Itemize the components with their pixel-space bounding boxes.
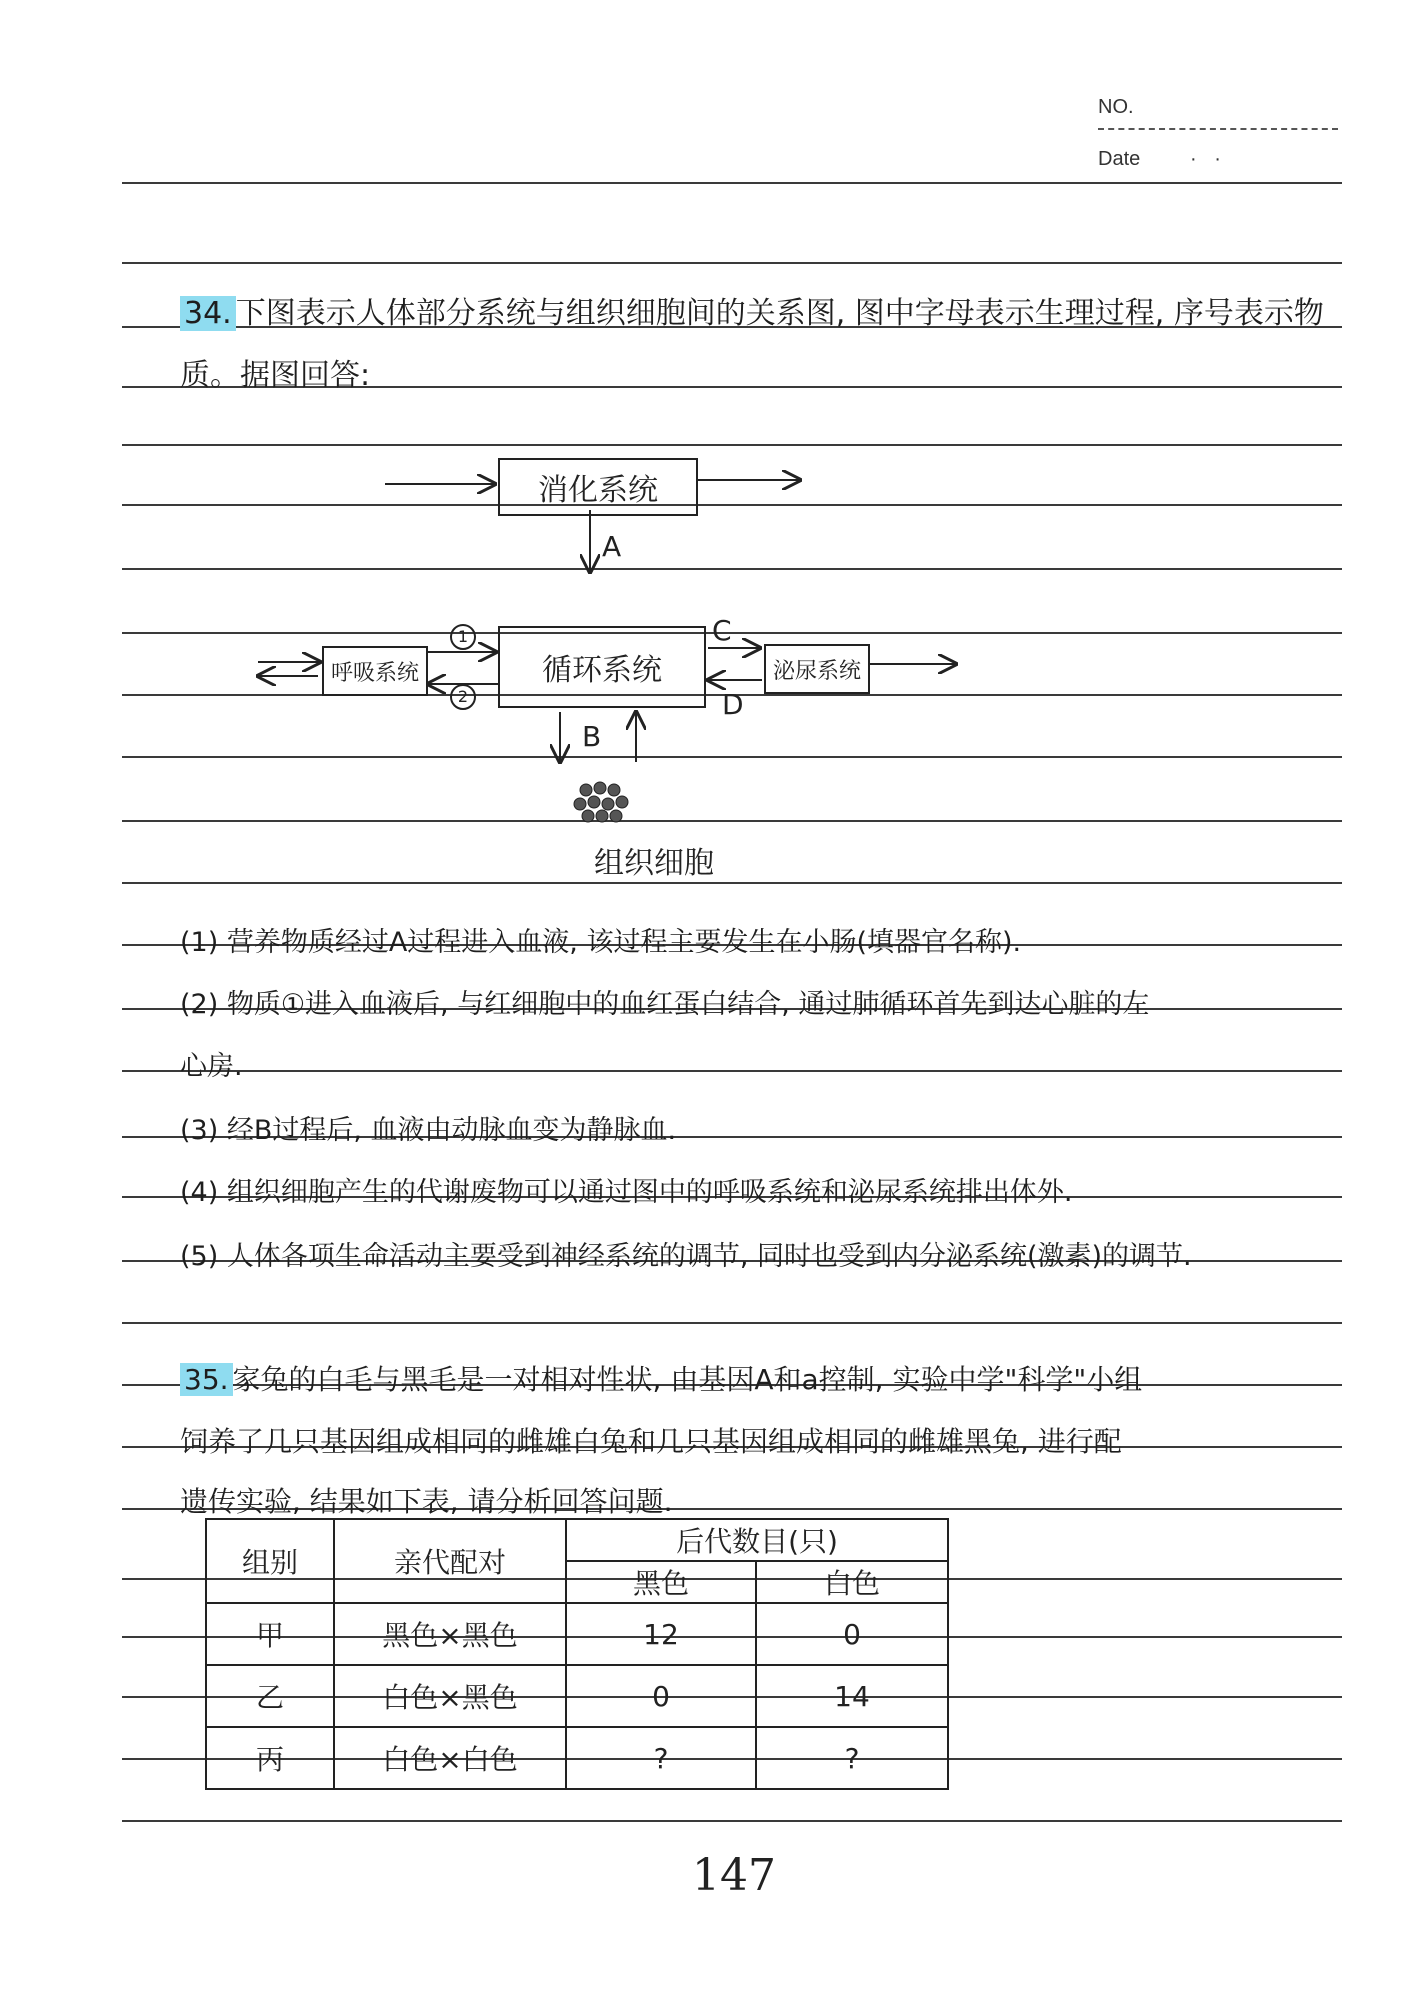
q35-number: 35. [180,1363,233,1396]
q34-answer-4: (4) 组织细胞产生的代谢废物可以通过图中的呼吸系统和泌尿系统排出体外. [180,1177,1073,1208]
urinary-system-box: 泌尿系统 [764,644,870,694]
cell-white: 14 [756,1665,948,1727]
cell-black: 0 [566,1665,756,1727]
q34-text-1: 下图表示人体部分系统与组织细胞间的关系图, 图中字母表示生理过程, 序号表示物 [235,296,1324,331]
breeding-table [205,1518,949,1790]
table-row [206,1603,948,1665]
digestive-system-box: 消化系统 [498,458,698,516]
table-row [206,1727,948,1789]
cell-group: 乙 [206,1665,334,1727]
q35-line2: 饲养了几只基因组成相同的雌雄白兔和几只基因组成相同的雌雄黑兔, 进行配 [180,1425,1122,1458]
label-a: A [602,530,622,563]
label-2: 2 [450,684,476,710]
q34-answer-5: (5) 人体各项生命活动主要受到神经系统的调节, 同时也受到内分泌系统(激素)的调节. [180,1241,1192,1272]
cell-group: 丙 [206,1727,334,1789]
tissue-cells-label: 组织细胞 [594,846,714,881]
header-parents: 亲代配对 [334,1519,566,1603]
header-white: 白色 [756,1561,948,1603]
cell-parents: 白色×黑色 [334,1665,566,1727]
q34-number: 34. [180,296,236,331]
cell-parents: 白色×白色 [334,1727,566,1789]
no-label: NO. [1098,96,1134,118]
q34-line2: 质。据图回答: [180,358,371,393]
date-label: Date [1098,148,1141,170]
q35-text-1: 家兔的白毛与黑毛是一对相对性状, 由基因A和a控制, 实验中学"科学"小组 [232,1363,1143,1396]
header-black: 黑色 [566,1561,756,1603]
q35-line1 [180,1358,1142,1398]
q34-answer-3: (3) 经B过程后, 血液由动脉血变为静脉血. [180,1115,677,1146]
label-d: D [722,688,744,721]
circulatory-system-box: 循环系统 [498,626,706,708]
header-group: 组别 [206,1519,334,1603]
respiratory-system-box: 呼吸系统 [322,646,428,696]
q34-answer-2-cont: 心房. [180,1051,243,1082]
label-b: B [582,720,602,753]
q34-answer-2: (2) 物质①进入血液后, 与红细胞中的血红蛋白结合, 通过肺循环首先到达心脏的左 [180,989,1150,1020]
q34-answer-1: (1) 营养物质经过A过程进入血液, 该过程主要发生在小肠(填器官名称). [180,927,1022,958]
cell-group: 甲 [206,1603,334,1665]
cell-black: 12 [566,1603,756,1665]
q35-line3: 遗传实验, 结果如下表, 请分析回答问题. [180,1485,673,1518]
page-number: 147 [692,1850,776,1901]
table-row [206,1665,948,1727]
tissue-cells-icon [574,782,628,822]
cell-white: ? [756,1727,948,1789]
cell-parents: 黑色×黑色 [334,1603,566,1665]
cell-white: 0 [756,1603,948,1665]
date-dots: · · [1190,148,1227,170]
cell-black: ? [566,1727,756,1789]
label-1: 1 [450,624,476,650]
diagram-arrows [0,0,1427,900]
label-c: C [712,614,732,647]
header-offspring: 后代数目(只) [566,1519,948,1561]
